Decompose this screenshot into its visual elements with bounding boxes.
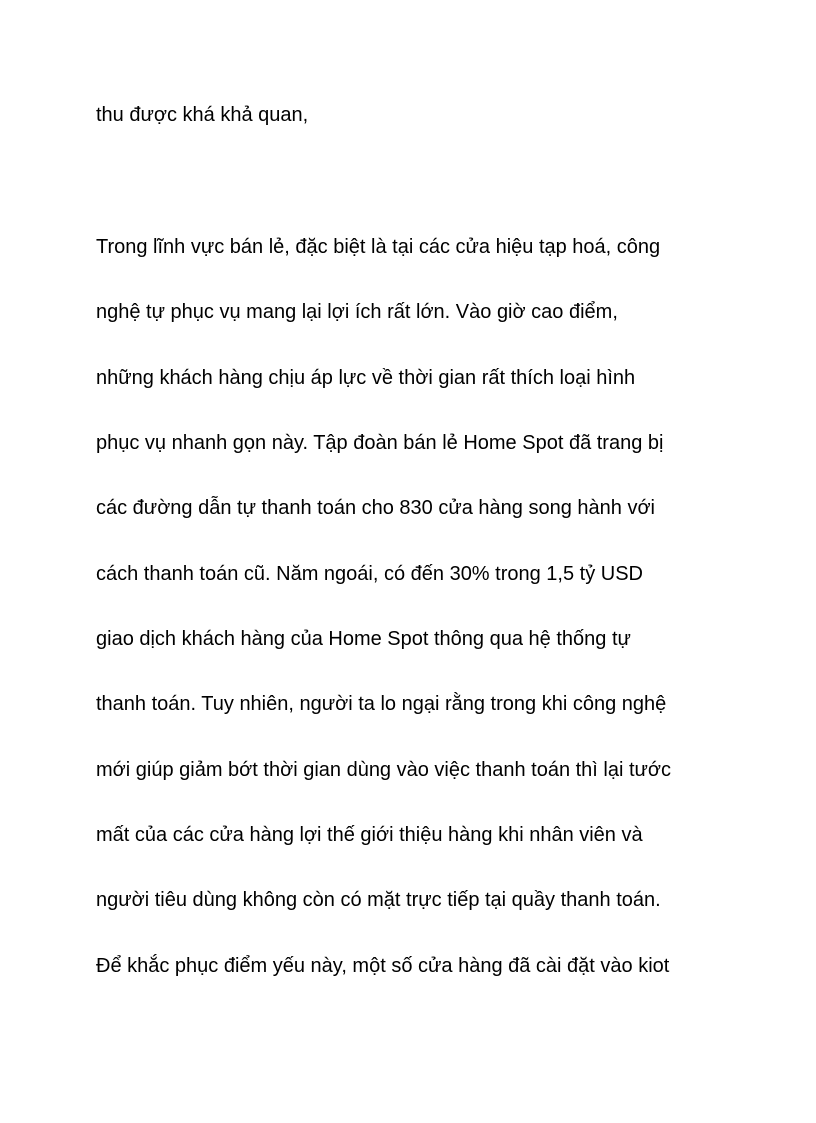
paragraph-line: cách thanh toán cũ. Năm ngoái, có đến 30% trong 1,5 tỷ USD [96,563,643,585]
paragraph-line: thanh toán. Tuy nhiên, người ta lo ngại rằng trong khi công nghệ [96,693,667,715]
paragraph-line: giao dịch khách hàng của Home Spot thông qua hệ thống tự [96,628,631,650]
paragraph-line: phục vụ nhanh gọn này. Tập đoàn bán lẻ Home Spot đã trang bị [96,432,664,454]
continuation-line: thu được khá khả quan, [96,104,309,126]
paragraph-line: các đường dẫn tự thanh toán cho 830 cửa hàng song hành với [96,497,656,519]
paragraph-line: Trong lĩnh vực bán lẻ, đặc biệt là tại các cửa hiệu tạp hoá, công [96,236,661,258]
paragraph-line: mất của các cửa hàng lợi thế giới thiệu hàng khi nhân viên và [96,824,643,846]
paragraph-line: mới giúp giảm bớt thời gian dùng vào việc thanh toán thì lại tước [96,759,672,781]
paragraph-line: Để khắc phục điểm yếu này, một số cửa hàng đã cài đặt vào kiot [96,955,670,977]
paragraph-line: nghệ tự phục vụ mang lại lợi ích rất lớn. Vào giờ cao điểm, [96,301,618,323]
paragraph-line: những khách hàng chịu áp lực về thời gian rất thích loại hình [96,367,636,389]
paragraph-line: người tiêu dùng không còn có mặt trực tiếp tại quầy thanh toán. [96,889,661,911]
